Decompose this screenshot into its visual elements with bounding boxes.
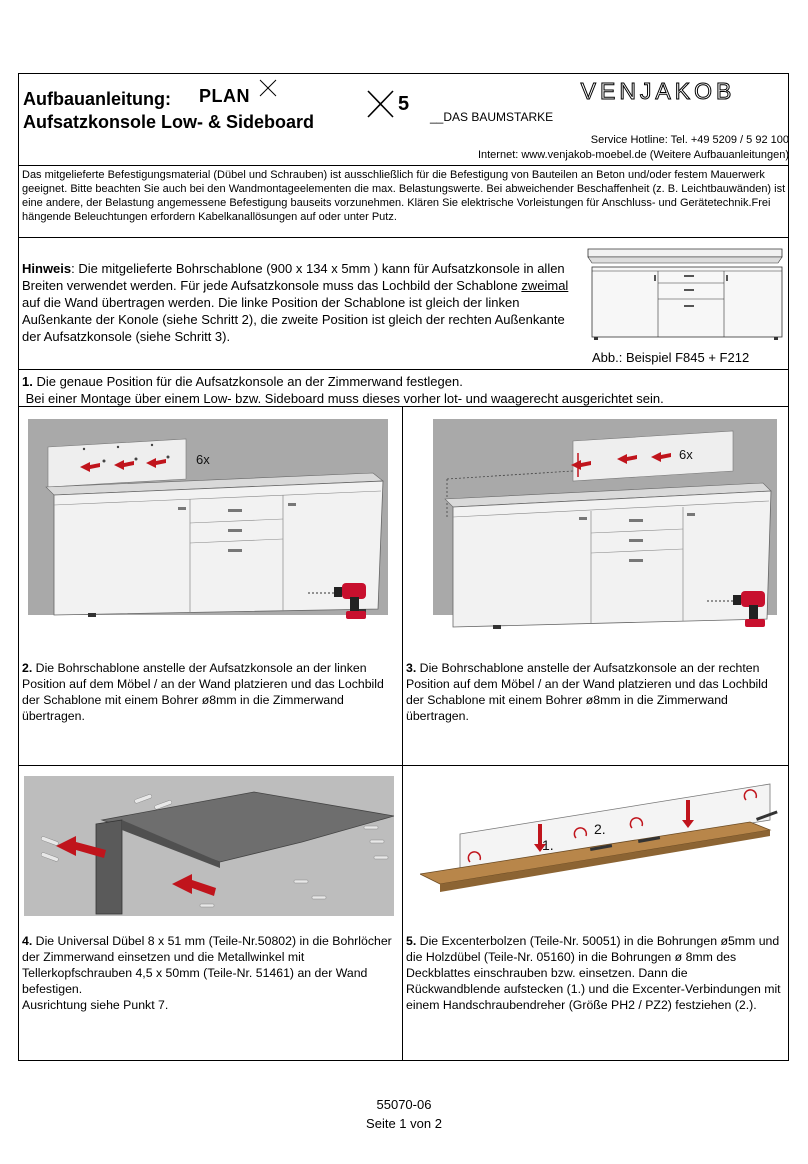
safety-notice: Das mitgelieferte Befestigungsmaterial (Dübel und Schrauben) ist ausschließlich für die Befestigung von Bauteilen an Beton und/oder festem Mauerwerk geeignet. Bitte beachten Sie auch bei den Wandmontageelementen die max. Belastungswerte. Bei abweichender Beschaffenheit (z. B. Leichtbauwänden) ist eine andere, der Belastung angemessene Befestigung bauseits vorzunehmen. Klären Sie elektrische Vorleistungen für Anschluss- und Gerätetechnik.Frei hängende Beleuchtungen erfordern Kabelkanallösungen auf oder unter Putz. xyxy=(22,169,786,223)
title-prefix: Aufbauanleitung: xyxy=(23,89,171,109)
brand-tagline: __DAS BAUMSTARKE xyxy=(430,110,554,124)
step-2-number: 2. xyxy=(22,661,33,675)
document-number: 55070-06 xyxy=(376,1097,432,1112)
page-number: Seite 1 von 2 xyxy=(366,1116,442,1131)
service-hotline: Service Hotline: Tel. +49 5209 / 5 92 100 xyxy=(590,134,789,146)
divider xyxy=(18,237,789,238)
step-4-description: Die Universal Dübel 8 x 51 mm (Teile-Nr.50802) in die Bohrlöcher der Zimmerwand einsetzen und die Metallwinkel mit Tellerkopfschrauben 4,5 x 50mm (Teile-Nr. 51461) an der Wand befestigen. xyxy=(22,934,392,996)
step-5-label-2: 2. xyxy=(594,821,606,837)
divider xyxy=(18,765,789,766)
hint-underlined: zweimal xyxy=(521,278,569,293)
step-3-illustration xyxy=(433,419,777,639)
step-3-number: 3. xyxy=(406,661,417,675)
step-3-count: 6x xyxy=(679,447,693,462)
hint-caption: Abb.: Beispiel F845 + F212 xyxy=(592,350,750,365)
step-5-label-1: 1. xyxy=(542,837,554,853)
page-subtitle: Aufsatzkonsole Low- & Sideboard xyxy=(23,112,315,132)
step-5-number: 5. xyxy=(406,934,417,948)
step-4-text xyxy=(22,933,398,1013)
step-5-illustration xyxy=(420,778,780,894)
step-1-number: 1. xyxy=(22,374,33,389)
step-1-line1: Die genaue Position für die Aufsatzkonsole an der Zimmerwand festlegen. xyxy=(32,374,463,389)
step-2-text xyxy=(22,660,397,724)
x5-logo-icon xyxy=(365,88,395,120)
internet-link[interactable]: Internet: www.venjakob-moebel.de (Weitere Aufbauanleitungen) xyxy=(477,149,789,161)
step-3-description: Die Bohrschablone anstelle der Aufsatzkonsole an der rechten Position auf dem Möbel / an der Wand platzieren und das Lochbild der Schablone mit einem Bohrer ø8mm in die Zimmerwand übertragen. xyxy=(406,661,768,723)
step-2-count: 6x xyxy=(196,452,210,467)
divider xyxy=(18,165,789,166)
plan-x-mark-icon xyxy=(256,78,280,98)
sideboard-example-illustration xyxy=(584,243,786,347)
venjakob-logo-icon xyxy=(532,80,784,104)
hint-text-a: : Die mitgelieferte Bohrschablone (900 x 134 x 5mm ) kann für Aufsatzkonsole in allen Breiten verwendet werden. Für jede Aufsatzkonsole muss das Lochbild der Schablone xyxy=(22,261,565,293)
step-4-number: 4. xyxy=(22,934,33,948)
hint-text-b: auf die Wand übertragen werden. Die linke Position der Schablone ist gleich der linken Außenkante der Konole (siehe Schritt 2), die zweite Position ist gleich der rechten Außenkante der Aufsatzkonsole (siehe Schritt 3). xyxy=(22,295,565,344)
product-logo: PLAN xyxy=(199,86,250,106)
hint-label: Hinweis xyxy=(22,261,72,276)
step-2-description: Die Bohrschablone anstelle der Aufsatzkonsole an der linken Position auf dem Möbel / an der Wand platzieren und das Lochbild der Schablone mit einem Bohrer ø8mm in die Zimmerwand übertragen. xyxy=(22,661,384,723)
divider xyxy=(18,369,789,370)
step-3-text xyxy=(406,660,784,724)
step-2-illustration xyxy=(28,419,388,631)
step-1-line2: Bei einer Montage über einem Low- bzw. Sideboard muss dieses vorher lot- und waagerecht ausgerichtet sein. xyxy=(25,391,664,406)
hint-paragraph xyxy=(22,260,574,345)
step-4-alignment-note: Ausrichtung siehe Punkt 7. xyxy=(22,998,169,1012)
column-divider xyxy=(402,406,403,1061)
step-5-text xyxy=(406,933,784,1013)
step-5-description: Die Excenterbolzen (Teile-Nr. 50051) in die Bohrungen ø5mm und die Holzdübel (Teile-Nr. 05160) in die Bohrungen ø 8mm des Deckblattes einschrauben bzw. einsetzen. Dann die Rückwandblende aufstecken (1.) und die Excenter-Verbindungen mit einem Handschraubendreher (Größe PH2 / PZ2) festziehen (2.). xyxy=(406,934,781,1012)
step-4-illustration xyxy=(24,776,394,916)
step-1-text xyxy=(22,373,786,407)
x5-number: 5 xyxy=(398,93,410,115)
brand-logo-text: VENJAKOB xyxy=(580,80,736,104)
